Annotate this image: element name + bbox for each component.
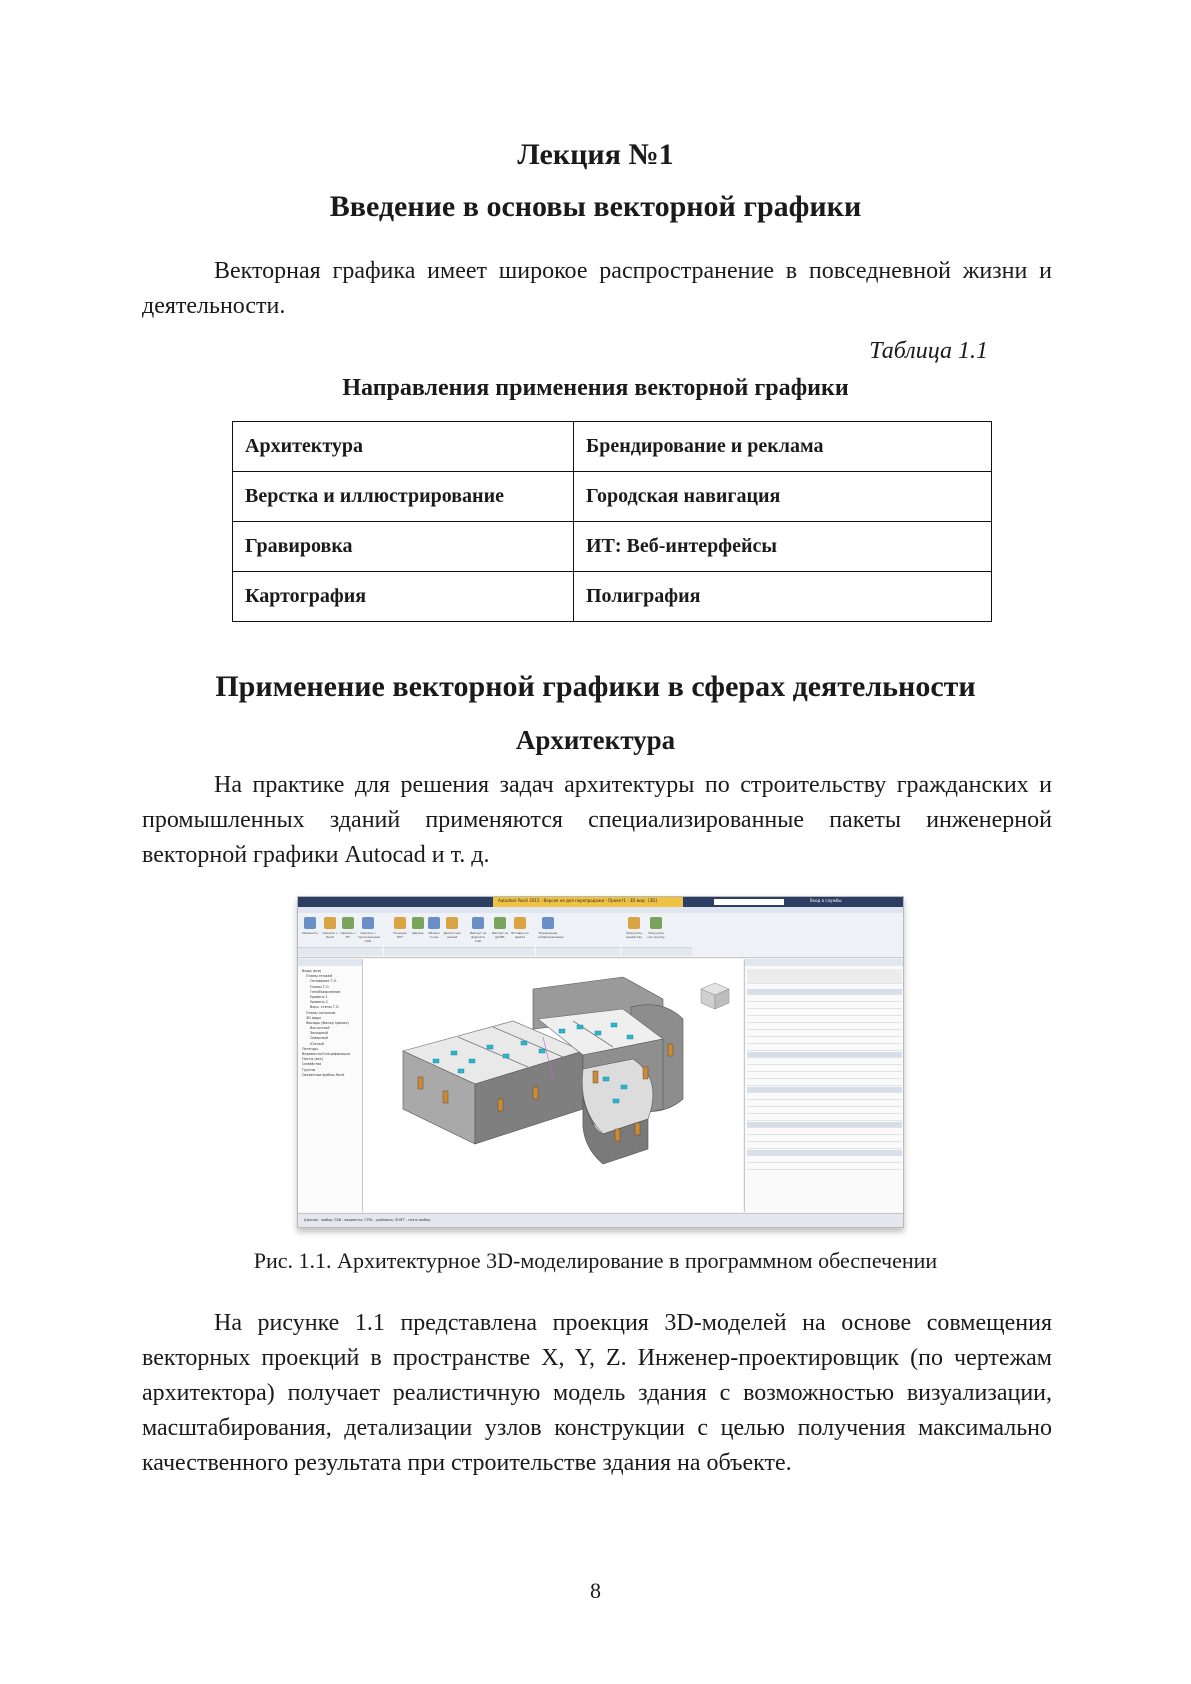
figure-caption: Рис. 1.1. Архитектурное 3D-моделирование в программном обеспечении (253, 1248, 938, 1273)
tree-item: Генобъединение (310, 989, 341, 994)
ribbon-group (384, 947, 534, 956)
window (643, 1067, 648, 1079)
tree-item: Уровень 1 (310, 994, 328, 999)
table-cell: Архитектура (233, 422, 574, 472)
ribbon-group (622, 947, 692, 956)
properties-row (747, 1164, 902, 1170)
tree-item: Уровень 2 (310, 1000, 328, 1005)
tool-label: Позиция RVT (393, 931, 407, 939)
tree-item: Фасады (Фасад здания) (306, 1020, 349, 1025)
tree-item: Семейства (302, 1062, 322, 1067)
fixture (627, 1035, 633, 1039)
properties-row (747, 1031, 902, 1037)
type-selector (747, 969, 902, 984)
table-cell: Картография (233, 572, 574, 622)
point-cloud-icon (428, 917, 440, 929)
project-browser-header (298, 959, 362, 966)
properties-row (747, 1108, 902, 1114)
table-cell: Брендирование и реклама (574, 422, 992, 472)
tree-item: Восточный (310, 1026, 330, 1031)
tool-label: Связать с приложением CAD (358, 931, 381, 943)
app-titlebar (298, 897, 903, 907)
tree-item: Северный (310, 1036, 328, 1041)
tree-item: Основание Т.О. (310, 979, 338, 984)
ribbon (298, 907, 903, 958)
closing-paragraph: На рисунке 1.1 представлена проекция 3D-моделей на основе совмещения векторных проекций в пространстве X, Y, Z. Инженер-проектировщик (по чертежам архитектора) получает реалистичную модель здания с возможностью визуализации, масштабирования, детализации узлов конструкции с целью получения максимально качественного результата при строительстве здания на объекте. (142, 1310, 1052, 1476)
ribbon-group (298, 947, 382, 956)
tool-label: Декаль (412, 931, 424, 935)
properties-row (747, 1094, 902, 1100)
fixture (595, 1031, 601, 1035)
manage-links-icon (446, 917, 458, 929)
table-row (233, 472, 992, 522)
tool-label: Загрузить как группу (647, 931, 665, 939)
table-cell: Полиграфия (574, 572, 992, 622)
login-label: Вход в службы (810, 898, 842, 903)
lecture-title: Введение в основы векторной графики (329, 190, 862, 223)
fixture (559, 1029, 565, 1033)
table-label: Таблица 1.1 (869, 338, 988, 364)
properties-row (747, 1129, 902, 1135)
properties-section (747, 989, 902, 995)
modify-tool-icon (304, 917, 316, 929)
tree-item: 3D виды (306, 1015, 322, 1020)
properties-row (747, 1003, 902, 1009)
properties-row (747, 1143, 902, 1149)
tree-item: Западный (310, 1031, 328, 1036)
status-bar (298, 1213, 903, 1228)
fixture (469, 1059, 475, 1063)
table-row (233, 572, 992, 622)
tool-label: Загрузить семейство (625, 931, 643, 939)
fixture (451, 1051, 457, 1055)
fixture (603, 1077, 609, 1081)
fixture (621, 1085, 627, 1089)
search-input (714, 899, 784, 905)
tree-item: Виды (все) (302, 969, 322, 973)
tree-item: Планы потолков (306, 1010, 336, 1015)
table-cell: Городская навигация (574, 472, 992, 522)
table-cell: Гравировка (233, 522, 574, 572)
decal-icon (412, 917, 424, 929)
tool-label: Облако точек (428, 931, 440, 939)
tree-item: Связанные файлы Revit (302, 1072, 345, 1077)
section-title: Применение векторной графики в сферах деятельности (215, 670, 976, 703)
intro-paragraph: Векторная графика имеет широкое распространение в повседневной жизни и деятельности. (142, 258, 1052, 319)
window (418, 1077, 423, 1089)
fixture (487, 1045, 493, 1049)
tool-label: Вставка из файла (511, 931, 529, 939)
tool-label: Связать с IFC (340, 931, 356, 939)
fixture (611, 1023, 617, 1027)
tree-item: Планы Т.О. (310, 984, 330, 989)
properties-row (747, 1066, 902, 1072)
window (443, 1091, 448, 1103)
properties-row (747, 1101, 902, 1107)
properties-section (747, 1150, 902, 1156)
window (498, 1099, 503, 1111)
tree-item: Планы этажей (306, 974, 333, 979)
properties-row (747, 1010, 902, 1016)
properties-row (747, 1059, 902, 1065)
window (635, 1123, 640, 1135)
tool-label: Управление изображениями (538, 931, 564, 939)
properties-row (747, 1157, 902, 1163)
app-title: Autodesk Revit 2015 - Версия не для перепродажи - Проект1 - 3D вид: {3D} (498, 898, 658, 903)
properties-section (747, 1087, 902, 1093)
tree-item: Группы (302, 1067, 316, 1072)
link-revit-icon (324, 917, 336, 929)
table-title: Направления применения векторной графики (342, 375, 849, 401)
load-group-icon (650, 917, 662, 929)
fixture (539, 1049, 545, 1053)
properties-section (747, 1052, 902, 1058)
insert-file-icon (514, 917, 526, 929)
tree-item: Легенды (302, 1046, 318, 1051)
project-browser (298, 959, 363, 1212)
fixture (521, 1041, 527, 1045)
import-gbxml-icon (494, 917, 506, 929)
browser-tree (302, 969, 360, 1078)
tree-item: Верх. стены Т.О. (310, 1005, 340, 1010)
table-row (233, 522, 992, 572)
tool-label: Импорт из формата CAD (469, 931, 487, 943)
tool-label: Диспетчер связей (443, 931, 461, 939)
window (668, 1044, 673, 1056)
tree-item: Листы (все) (302, 1057, 323, 1062)
properties-row (747, 1073, 902, 1079)
building-model-drawing (363, 959, 743, 1212)
view-cube-icon (701, 983, 729, 1009)
tool-label: Импорт из gbXML (491, 931, 509, 939)
properties-row (747, 1024, 902, 1030)
properties-row (747, 996, 902, 1002)
window (593, 1071, 598, 1083)
page-number: 8 (590, 1578, 601, 1603)
status-text: Щелчок - выбор; TAB - варианты; CTRL - добавить; SHIFT - снять выбор (304, 1218, 431, 1222)
properties-row (747, 1017, 902, 1023)
properties-row (747, 1080, 902, 1086)
link-cad-icon (362, 917, 374, 929)
tool-label: Связать с Revit (322, 931, 338, 939)
load-family-icon (628, 917, 640, 929)
3d-viewport (363, 959, 743, 1212)
position-icon (394, 917, 406, 929)
properties-row (747, 1045, 902, 1051)
fixture (433, 1059, 439, 1063)
tool-label: Изменить (302, 931, 318, 935)
import-cad-icon (472, 917, 484, 929)
section-paragraph: На практике для решения задач архитектуры по строительству гражданских и промышленных зданий применяются специализированные пакеты инженерной векторной графики Autocad и т. д. (142, 772, 1052, 868)
window (615, 1129, 620, 1141)
fixture (613, 1099, 619, 1103)
directions-table (232, 421, 992, 622)
link-ifc-icon (342, 917, 354, 929)
properties-panel (744, 959, 904, 1212)
properties-row (747, 1038, 902, 1044)
revit-screenshot (297, 896, 904, 1228)
section-subtitle: Архитектура (515, 725, 676, 755)
properties-row (747, 1115, 902, 1121)
tree-item: Ведомости/Спецификации (302, 1052, 350, 1056)
properties-header (745, 959, 904, 966)
properties-row (747, 1136, 902, 1142)
window (533, 1087, 538, 1099)
manage-images-icon (542, 917, 554, 929)
fixture (458, 1069, 464, 1073)
lecture-number: Лекция №1 (517, 138, 674, 171)
tree-item: Южный (310, 1041, 324, 1046)
properties-section (747, 1122, 902, 1128)
table-row (233, 422, 992, 472)
ribbon-tabs (298, 907, 903, 913)
fixture (577, 1025, 583, 1029)
table-cell: ИТ: Веб-интерфейсы (574, 522, 992, 572)
table-cell: Верстка и иллюстрирование (233, 472, 574, 522)
fixture (503, 1054, 509, 1058)
ribbon-group (536, 947, 620, 956)
